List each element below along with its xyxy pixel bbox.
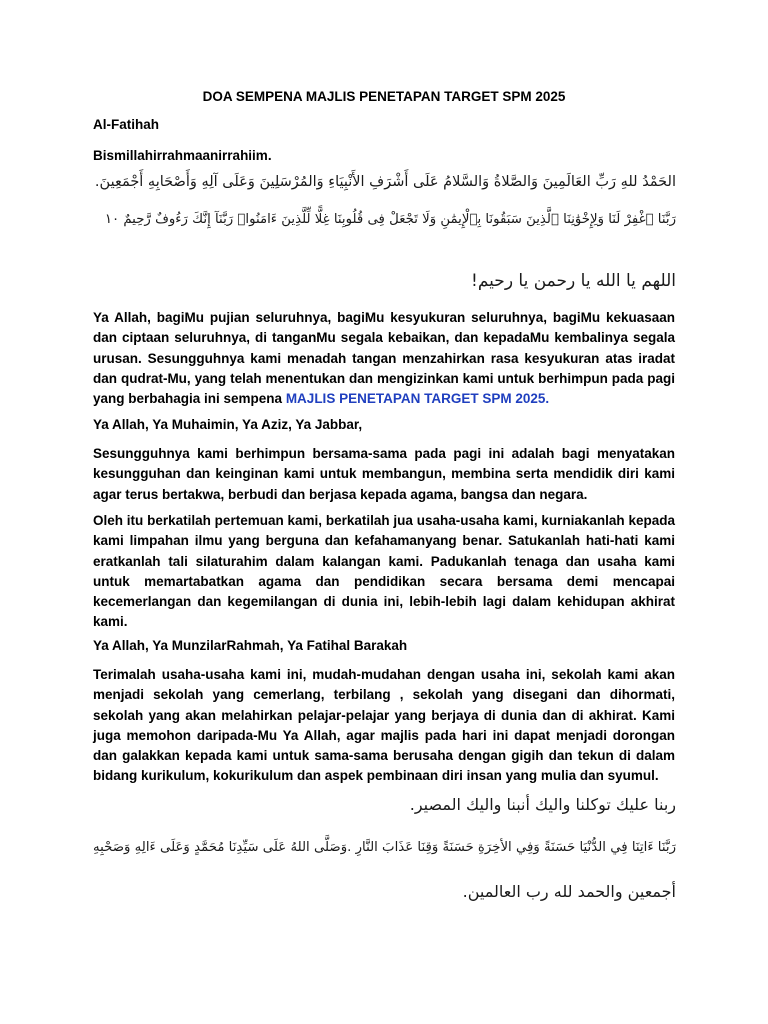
event-name-highlight: MAJLIS PENETAPAN TARGET SPM 2025. xyxy=(285,391,550,407)
arabic-closing-dua: رَبَّنَا ءَاتِنَا فِي الدُّنْيَا حَسَنَةً وَفِي الأخِرَةِ حَسَنَةً وَقِنَا عَذَابَ النَّارِ .وَصَلَّى اللهُ عَلَى سَيِّدِنَا مُحَمَّدٍ وَعَلَى ءَالِهِ وَصَحْبِهِ xyxy=(93,840,676,855)
invocation-names-1: Ya Allah, Ya Muhaimin, Ya Aziz, Ya Jabbar, xyxy=(93,417,363,432)
paragraph-acceptance: Terimalah usaha-usaha kami ini, mudah-mudahan dengan usaha ini, sekolah kami akan menjadi sekolah yang cemerlang, terbilang , sekolah yang disegani dan dihormati, sekolah yang akan melahirkan pelajar-pelajar yang berjaya di dunia dan di akhirat. Kami juga memohon daripada-Mu Ya Allah, agar majlis pada hari ini dapat menjadi dorongan dan galakkan kepada kami untuk sama-sama berusaha dengan gigih dan tekun di dalam bidang kurikulum, kokurikulum dan aspek pembinaan diri insan yang mulia dan syumul. xyxy=(93,667,675,784)
paragraph-gathering: Sesungguhnya kami berhimpun bersama-sama pada pagi ini adalah bagi menyatakan kesungguhan dan keinginan kami untuk membangun, membina serta mendidik diri kami agar terus bertakwa, berbudi dan berjasa kepada agama, bangsa dan negara. xyxy=(93,446,675,502)
al-fatihah-label: Al-Fatihah xyxy=(93,117,159,132)
bismillah-label: Bismillahirrahmaanirrahiim. xyxy=(93,148,272,163)
paragraph-praise-text: Ya Allah, bagiMu pujian seluruhnya, bagiMu kesyukuran seluruhnya, bagiMu kekuasaan dan ciptaan seluruhnya, di tanganMu segala kebaikan, dan kepadaMu kembalinya segala urusan. Sesungguhnya kami menadah tangan menzahirkan rasa kesyukuran atas iradat dan qudrat-Mu, yang telah menentukan dan mengizinkan kami untuk berhimpun pada pagi yang berbahagia ini sempena xyxy=(93,310,675,407)
paragraph-blessing: Oleh itu berkatilah pertemuan kami, berkatilah jua usaha-usaha kami, kurniakanlah kepada kami limpahan ilmu yang berguna dan kefahamanyang benar. Satukanlah hati-hati kami eratkanlah tali silaturahim dalam kalangan kami. Padukanlah tenaga dan usaha kami untuk memartabatkan agama dan pendidikan secara bersama demi mencapai kecemerlangan dan kegemilangan di dunia ini, lebih-lebih lagi dalam kehidupan akhirat kami. xyxy=(93,513,675,630)
arabic-closing-hamd: أجمعين والحمد لله رب العالمين. xyxy=(462,882,676,901)
document-title: DOA SEMPENA MAJLIS PENETAPAN TARGET SPM 2025 xyxy=(202,89,566,104)
invocation-names-2: Ya Allah, Ya MunzilarRahmah, Ya Fatihal Barakah xyxy=(93,638,408,653)
arabic-quran-verse: رَبَّنَا ٱغْفِرْ لَنَا وَلِإِخْوَٰنِنَا ٱلَّذِينَ سَبَقُونَا بِٱلْإِيمَٰنِ وَلَا تَجْعَلْ فِى قُلُوبِنَا غِلًّا لِّلَّذِينَ ءَامَنُوا۟ رَبَّنَآ إِنَّكَ رَءُوفٌ رَّحِيمٌ ١٠ xyxy=(104,212,676,227)
paragraph-praise xyxy=(93,308,675,409)
arabic-invocation: اللهم يا الله يا رحمن يا رحيم! xyxy=(471,271,676,291)
arabic-opening-praise: الحَمْدُ للهِ رَبِّ العَالَمِينَ وَالصَّلاةُ وَالسَّلامُ عَلَى أَشْرَفِ الأَنْبِيَاءِ وَالمُرْسَلِينَ وَعَلَى آلِهِ وَأَصْحَابِهِ أَجْمَعِينَ. xyxy=(94,174,676,190)
arabic-closing-tawakkul: ربنا عليك توكلنا واليك أنبنا واليك المصير. xyxy=(409,795,676,814)
